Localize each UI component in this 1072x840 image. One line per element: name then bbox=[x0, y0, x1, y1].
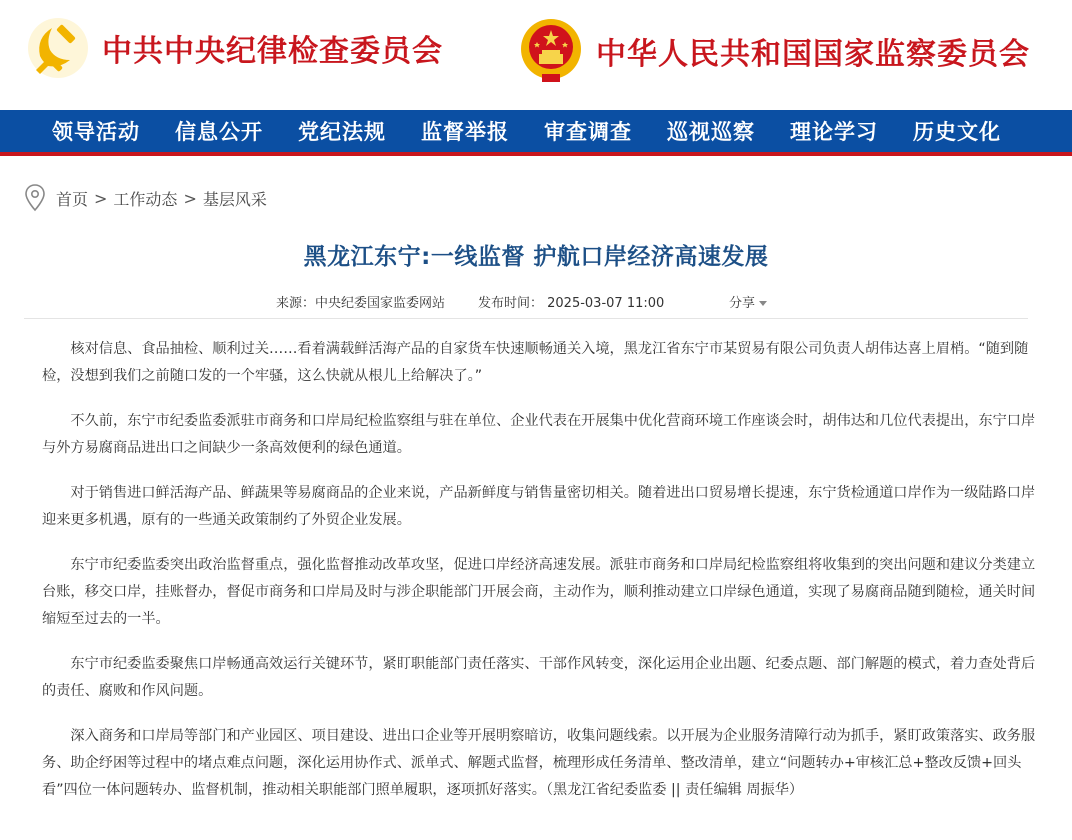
article-source: 来源：中央纪委国家监委网站 bbox=[276, 296, 446, 311]
nav-item-report[interactable]: 监督举报 bbox=[421, 119, 509, 144]
article-body bbox=[42, 336, 1038, 822]
ccdi-brand[interactable] bbox=[26, 16, 443, 80]
location-pin-icon bbox=[24, 184, 46, 212]
nav-item-investigation[interactable]: 审查调查 bbox=[544, 119, 632, 144]
article-publish-time: 发布时间： 2025-03-07 11:00 bbox=[478, 296, 665, 311]
nav-item-regulations[interactable]: 党纪法规 bbox=[298, 119, 386, 144]
org-title-left: 中共中央纪律检查委员会 bbox=[102, 34, 443, 69]
nav-item-leadership[interactable]: 领导活动 bbox=[52, 119, 140, 144]
article-paragraph: 对于销售进口鲜活海产品、鲜蔬果等易腐商品的企业来说，产品新鲜度与销售量密切相关。随着进出口贸易增长提速，东宁货检通道口岸作为一级陆路口岸迎来更多机遇，原有的一些通关政策制约了外贸企业发展。 bbox=[42, 484, 1036, 528]
chevron-down-icon bbox=[759, 301, 767, 306]
article-paragraph: 深入商务和口岸局等部门和产业园区、项目建设、进出口企业等开展明察暗访，收集问题线索。以开展为企业服务清障行动为抓手，紧盯政策落实、政务服务、助企纾困等过程中的堵点难点问题，深化运用协作式、派单式、解题式监督，梳理形成任务清单、整改清单，建立“问题转办+审核汇总+整改反馈+回头看”四位一体问题转办、监督机制，推动相关职能部门照单履职，逐项抓好落实。（黑龙江省纪委监委 || 责任编辑 周振华） bbox=[42, 727, 1036, 798]
nav-item-inspection[interactable]: 巡视巡察 bbox=[667, 119, 755, 144]
nav-item-history[interactable]: 历史文化 bbox=[913, 119, 1001, 144]
article-title: 黑龙江东宁:一线监督 护航口岸经济高速发展 bbox=[303, 244, 769, 270]
national-emblem-icon bbox=[518, 16, 584, 86]
divider bbox=[24, 318, 1028, 319]
nsc-brand[interactable] bbox=[518, 16, 1030, 86]
article-paragraph: 东宁市纪委监委聚焦口岸畅通高效运行关键环节，紧盯职能部门责任落实、干部作风转变，深化运用企业出题、纪委点题、部门解题的模式，着力查处背后的责任、腐败和作风问题。 bbox=[42, 655, 1036, 699]
nav-item-info-disclosure[interactable]: 信息公开 bbox=[175, 119, 263, 144]
share-label: 分享 bbox=[729, 296, 756, 311]
article-paragraph: 东宁市纪委监委突出政治监督重点，强化监督推动改革攻坚，促进口岸经济高速发展。派驻市商务和口岸局纪检监察组将收集到的突出问题和建议分类建立台账，移交口岸，挂账督办，督促市商务和口岸局及时与涉企职能部门开展会商，主动作为，顺利推动建立口岸绿色通道，实现了易腐商品随到随检，通关时间缩短至过去的一半。 bbox=[42, 556, 1036, 627]
breadcrumb-home[interactable]: 首页 bbox=[56, 189, 89, 209]
article-paragraph: 不久前，东宁市纪委监委派驻市商务和口岸局纪检监察组与驻在单位、企业代表在开展集中优化营商环境工作座谈会时，胡伟达和几位代表提出，东宁口岸与外方易腐商品进出口之间缺少一条高效便利的绿色通道。 bbox=[42, 412, 1036, 456]
breadcrumb-separator: > bbox=[94, 188, 108, 208]
main-nav bbox=[0, 110, 1072, 156]
org-title-right: 中华人民共和国国家监察委员会 bbox=[596, 37, 1030, 72]
breadcrumb-separator: > bbox=[183, 188, 197, 208]
breadcrumb bbox=[24, 184, 267, 212]
site-header bbox=[0, 0, 1072, 110]
party-emblem-icon bbox=[26, 16, 90, 80]
breadcrumb-work-news[interactable]: 工作动态 bbox=[113, 189, 178, 209]
article-paragraph: 核对信息、食品抽检、顺利过关……看着满载鲜活海产品的自家货车快速顺畅通关入境，黑龙江省东宁市某贸易有限公司负责人胡伟达喜上眉梢。“随到随检，没想到我们之前随口发的一个牢骚，这么快就从根儿上给解决了。” bbox=[42, 341, 1029, 384]
nav-item-theory[interactable]: 理论学习 bbox=[790, 119, 878, 144]
breadcrumb-grassroots[interactable]: 基层风采 bbox=[202, 189, 267, 209]
share-dropdown[interactable] bbox=[729, 292, 767, 311]
